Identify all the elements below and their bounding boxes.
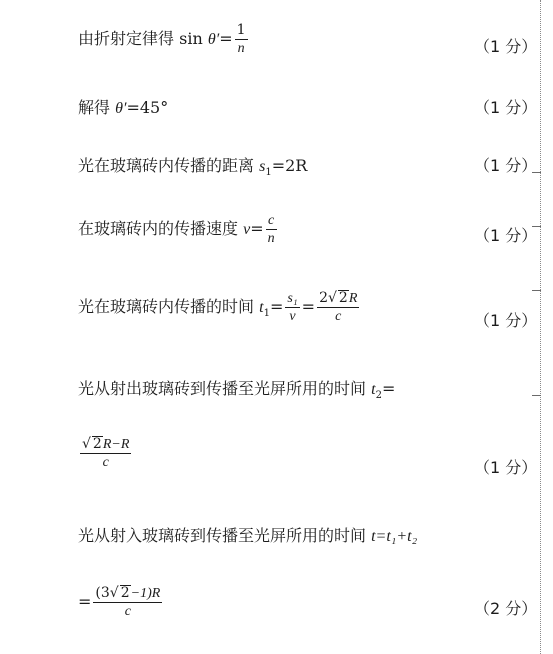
fraction-numerator [80,436,131,454]
sqrt-sign: √ [82,436,91,452]
line-angle-result [78,95,168,118]
line-time-outside-expr [78,436,133,471]
numerator-rest: R−R [102,437,130,452]
radicand: 2 [120,585,130,601]
fraction-denominator: c [102,455,109,470]
var-R: R [348,291,358,306]
score-label: （1 分） [474,311,538,330]
fraction-denominator: c [124,604,131,619]
score-label: （1 分） [474,37,538,56]
equals-sign: = [269,297,284,316]
fraction [235,22,248,57]
sqrt-sign: √ [328,290,337,306]
subscript: 2 [375,390,382,402]
equals-sign: = [250,219,264,238]
subscript: 1 [265,167,272,179]
fraction [317,290,359,325]
equals-sign: = [301,297,316,316]
var-v: v [243,221,251,238]
sin-label: sin [179,29,203,48]
score-label: （1 分） [474,458,538,477]
line-time-outside-label [78,376,395,401]
score-label: （2 分） [474,599,538,618]
fraction-numerator [317,290,359,308]
line-text: 光从射出玻璃砖到传播至光屏所用的时间 [78,379,367,398]
line-text: 解得 [78,98,111,117]
distance-value: =2R [271,156,308,175]
fraction-denominator: c [335,309,342,324]
line-text: 由折射定律得 [78,29,175,48]
score-label: （1 分） [474,156,538,175]
fraction-numerator: s₁ [287,291,298,306]
fraction [285,290,299,325]
line-text: 光在玻璃砖内传播的时间 [78,297,255,316]
fraction-denominator: n [237,41,245,56]
line-total-time-label [78,523,417,546]
fraction-numerator: c [266,212,277,230]
equals-sign: = [219,29,233,48]
line-refraction-law [78,22,250,57]
fraction-denominator: v [289,309,296,324]
var-s: s [259,158,266,175]
fraction [80,436,131,471]
equals-sign: = [78,592,92,611]
theta-prime: θ′ [207,31,220,48]
radicand: 2 [92,436,102,452]
line-text: 在玻璃砖内的传播速度 [78,219,239,238]
fraction [266,212,277,247]
theta-prime: θ′ [115,100,127,117]
angle-value: =45° [126,98,169,117]
margin-tick [532,290,541,291]
fraction-denominator: n [267,231,275,246]
score-label: （1 分） [474,226,538,245]
line-text: 光从射入玻璃砖到传播至光屏所用的时间 [78,526,367,545]
numerator-part: −1)R [130,586,161,601]
margin-tick [532,395,541,396]
coefficient: 2 [319,290,328,306]
line-speed [78,212,279,247]
var-t: t [259,299,264,316]
total-time-expr: t=t₁+t₂ [371,528,418,545]
line-text: 光在玻璃砖内传播的距离 [78,156,255,175]
margin-dotted-rule [540,0,541,654]
line-time-inside [78,290,361,325]
equals-sign: = [381,379,396,398]
var-t: t [371,381,376,398]
radicand: 2 [338,290,348,306]
numerator-part: (3 [95,585,110,601]
score-label: （1 分） [474,98,538,117]
subscript: 1 [263,308,270,320]
sqrt-sign: √ [109,585,119,601]
line-distance [78,153,307,178]
fraction-numerator: 1 [236,22,246,38]
line-total-time-expr [78,585,164,620]
fraction [93,585,162,620]
fraction-numerator [93,585,162,603]
